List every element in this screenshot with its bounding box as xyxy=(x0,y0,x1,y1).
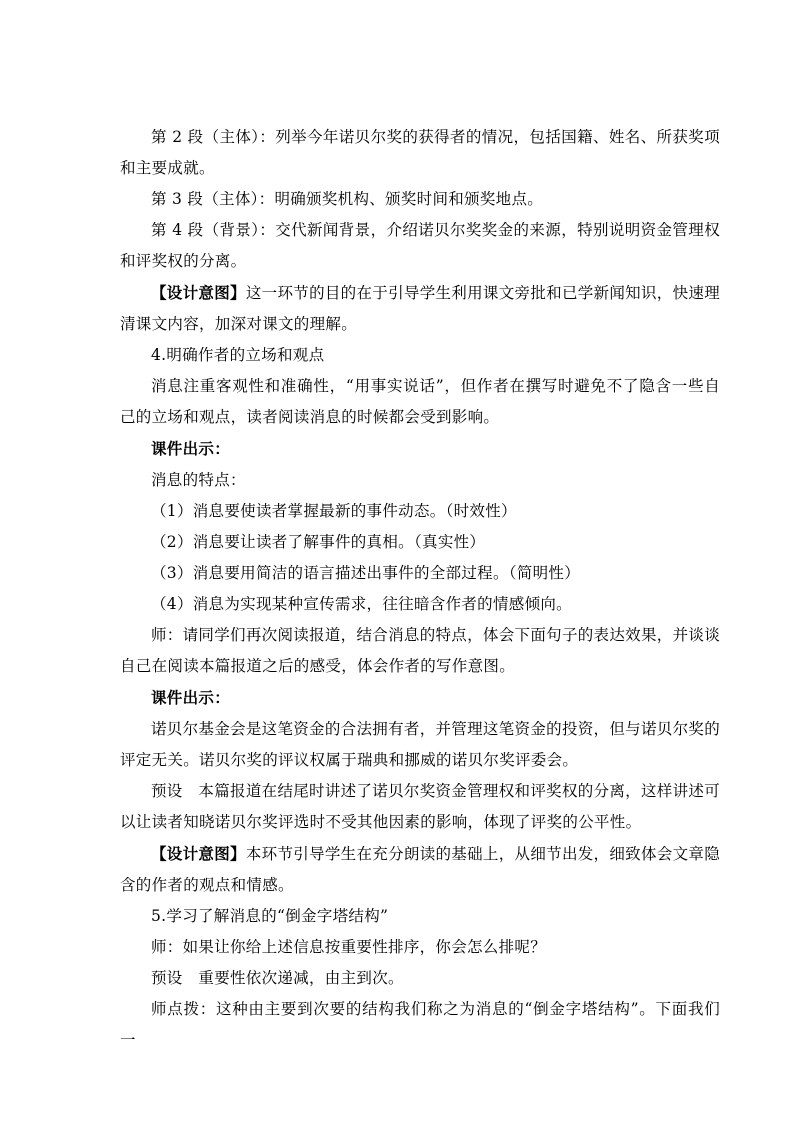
feature-item-3: （3）消息要用简洁的语言描述出事件的全部过程。（简明性） xyxy=(151,564,581,582)
design-intent-label: 【设计意图】 xyxy=(151,283,246,302)
nobel-foundation-quote: 诺贝尔基金会是这笔资金的合法拥有者，并管理这笔资金的投资，但与诺贝尔奖的评定无关。诺贝尔奖的评议权属于瑞典和挪威的诺贝尔奖评委会。 xyxy=(120,720,720,769)
courseware-label-1 xyxy=(120,433,720,465)
design-intent-text: 本环节引导学生在充分朗读的基础上，从细节出发，细致体会文章隐含的作者的观点和情感。 xyxy=(120,845,720,894)
design-intent-text: 这一环节的目的在于引导学生利用课文旁批和已学新闻知识，快速理清课文内容，加深对课文的理解。 xyxy=(120,284,720,333)
courseware-label-2 xyxy=(120,682,720,714)
teacher-question: 师：如果让你给上述信息按重要性排序，你会怎么排呢？ xyxy=(151,938,547,956)
heading-inverted-pyramid: 5.学习了解消息的“倒金字塔结构” xyxy=(151,907,389,925)
teacher-instruction-1: 师：请同学们再次阅读报道，结合消息的特点，体会下面句子的表达效果，并谈谈自己在阅读本篇报道之后的感受，体会作者的写作意图。 xyxy=(120,626,720,675)
paragraph-section-3: 第 3 段（主体）：明确颁奖机构、颁奖时间和颁奖地点。 xyxy=(151,190,544,208)
courseware-label: 课件出示： xyxy=(151,439,231,458)
design-intent-paragraph-1 xyxy=(120,277,720,340)
feature-item-4: （4）消息为实现某种宣传需求，往往暗含作者的情感倾向。 xyxy=(151,595,572,613)
document-body xyxy=(120,122,720,1056)
heading-author-stance: 4.明确作者的立场和观点 xyxy=(151,346,325,364)
paragraph-section-4: 第 4 段（背景）：交代新闻背景，介绍诺贝尔奖奖金的来源，特别说明资金管理权和评奖权的分离。 xyxy=(120,221,720,270)
paragraph-section-2: 第 2 段（主体）：列举今年诺贝尔奖的获得者的情况，包括国籍、姓名、所获奖项和主要成就。 xyxy=(120,128,720,177)
preset-answer-1: 预设 本篇报道在结尾时讲述了诺贝尔奖资金管理权和评奖权的分离，这样讲述可以让读者知晓诺贝尔奖评选时不受其他因素的影响，体现了评奖的公平性。 xyxy=(120,782,720,831)
design-intent-paragraph-2 xyxy=(120,838,720,901)
feature-item-2: （2）消息要让读者了解事件的真相。（真实性） xyxy=(151,533,486,551)
teacher-guidance: 师点拨：这种由主要到次要的结构我们称之为消息的“倒金字塔结构”。下面我们一 xyxy=(120,1000,720,1049)
design-intent-label: 【设计意图】 xyxy=(151,844,246,863)
courseware-label: 课件出示： xyxy=(151,688,231,707)
paragraph-objectivity: 消息注重客观性和准确性，“用事实说话”，但作者在撰写时避免不了隐含一些自己的立场和观点，读者阅读消息的时候都会受到影响。 xyxy=(120,377,720,426)
news-features-title: 消息的特点： xyxy=(151,471,246,489)
feature-item-1: （1）消息要使读者掌握最新的事件动态。（时效性） xyxy=(151,502,517,520)
preset-answer-2: 预设 重要性依次递减，由主到次。 xyxy=(151,969,404,987)
